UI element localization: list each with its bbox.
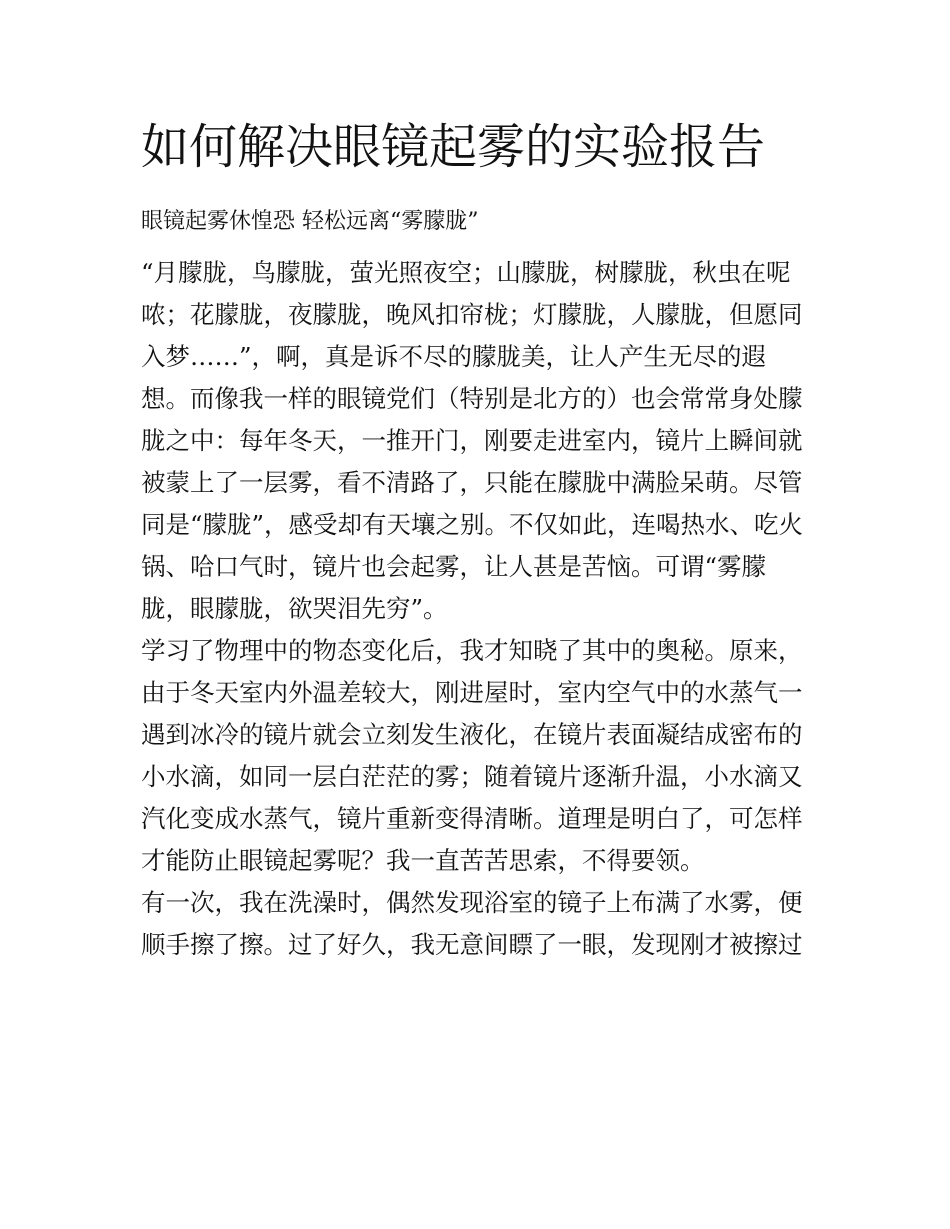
body-line: 汽化变成水蒸气，镜片重新变得清晰。道理是明白了，可怎样 xyxy=(141,804,803,833)
body-line: 顺手擦了擦。过了好久，我无意间瞟了一眼，发现刚才被擦过 xyxy=(141,930,803,959)
body-line: 入梦……”，啊，真是诉不尽的朦胧美，让人产生无尽的遐 xyxy=(141,342,767,371)
body-line: 小水滴，如同一层白茫茫的雾；随着镜片逐渐升温，小水滴又 xyxy=(141,762,803,791)
body-line: 学习了物理中的物态变化后，我才知晓了其中的奥秘。原来， xyxy=(141,636,803,665)
document-subtitle: 眼镜起雾休惶恐 轻松远离“雾朦胧” xyxy=(141,209,479,234)
body-line: 有一次，我在洗澡时，偶然发现浴室的镜子上布满了水雾，便 xyxy=(141,888,803,917)
body-line: 锅、哈口气时，镜片也会起雾，让人甚是苦恼。可谓“雾朦 xyxy=(141,552,767,581)
body-line: 由于冬天室内外温差较大，刚进屋时，室内空气中的水蒸气一 xyxy=(141,678,803,707)
body-line: 胧，眼朦胧，欲哭泪先穷”。 xyxy=(141,594,448,623)
body-line: “月朦胧，鸟朦胧，萤光照夜空；山朦胧，树朦胧，秋虫在呢 xyxy=(141,258,791,287)
body-line: 遇到冰冷的镜片就会立刻发生液化，在镜片表面凝结成密布的 xyxy=(141,720,803,749)
document-title: 如何解决眼镜起雾的实验报告 xyxy=(141,119,766,175)
body-line: 想。而像我一样的眼镜党们（特别是北方的）也会常常身处朦 xyxy=(141,384,803,413)
body-line: 被蒙上了一层雾，看不清路了，只能在朦胧中满脸呆萌。尽管 xyxy=(141,468,803,497)
body-line: 才能防止眼镜起雾呢？我一直苦苦思索，不得要领。 xyxy=(141,846,705,875)
body-line: 胧之中：每年冬天，一推开门，刚要走进室内，镜片上瞬间就 xyxy=(141,426,803,455)
body-line: 同是“朦胧”，感受却有天壤之别。不仅如此，连喝热水、吃火 xyxy=(141,510,804,539)
document-body xyxy=(141,252,821,966)
body-line: 哝；花朦胧，夜朦胧，晚风扣帘栊；灯朦胧，人朦胧，但愿同 xyxy=(141,300,803,329)
